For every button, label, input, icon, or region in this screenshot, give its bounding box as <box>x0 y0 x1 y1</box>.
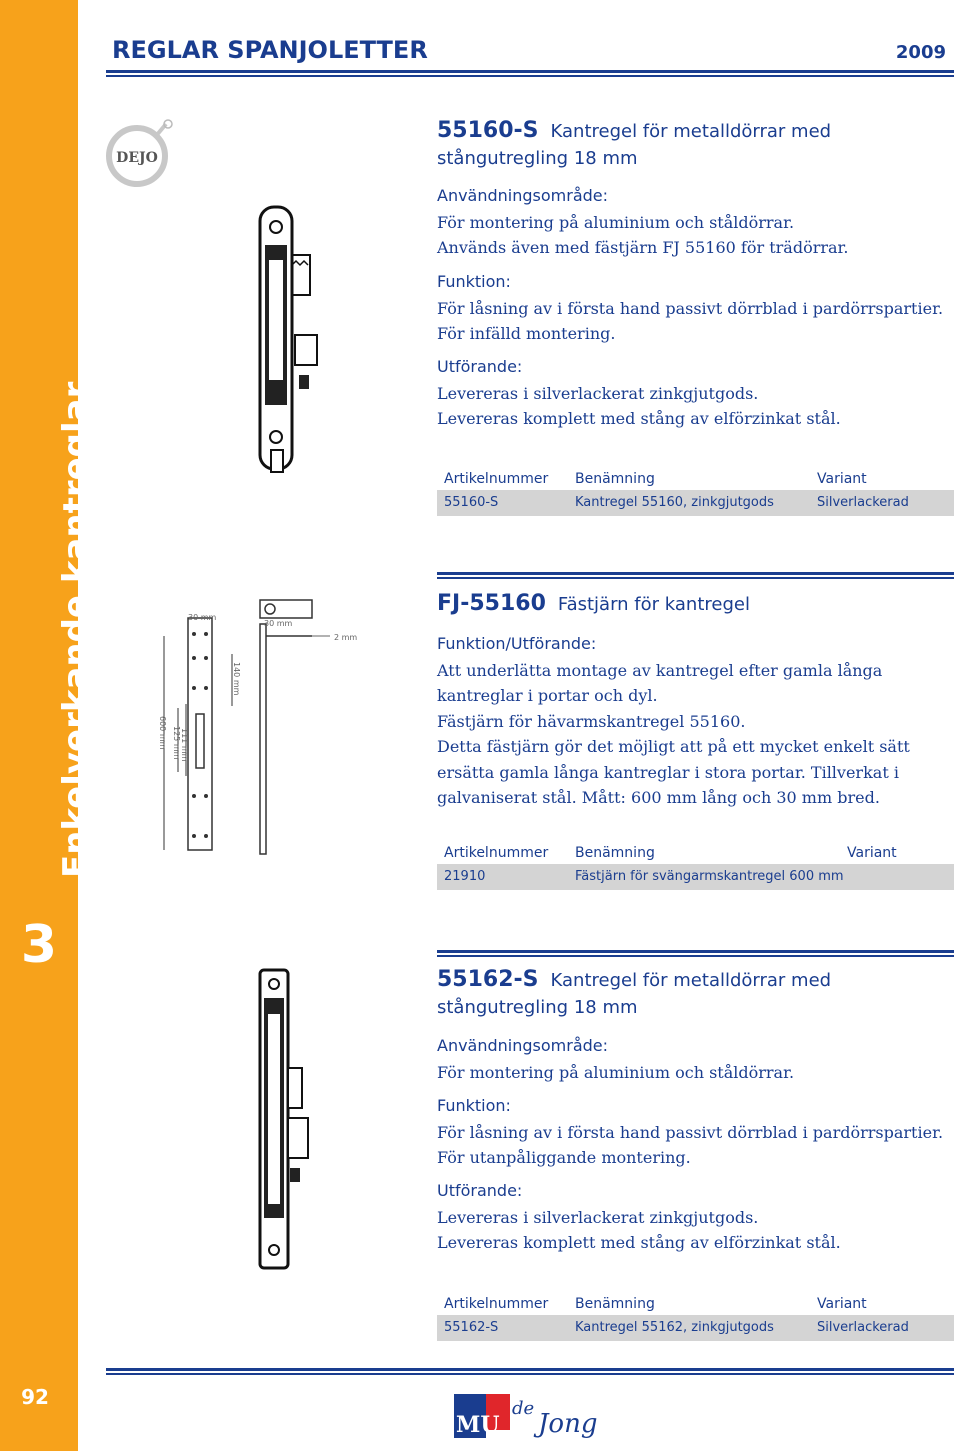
design-line: Levereras i silverlackerat zinkgjutgods. <box>437 384 759 403</box>
chapter-number: 3 <box>20 915 58 975</box>
description-line: kantreglar i portar och dyl. <box>437 686 658 705</box>
dim-thickness: 2 mm <box>334 633 358 642</box>
mudejong-logo-jong: Jong <box>538 1409 598 1439</box>
table-header <box>437 466 954 490</box>
cell-article: 55162-S <box>444 1320 499 1335</box>
cell-name: Kantregel 55162, zinkgjutgods <box>575 1320 774 1335</box>
cell-name: Kantregel 55160, zinkgjutgods <box>575 495 774 510</box>
mudejong-logo-de: de <box>512 1398 535 1419</box>
col-article: Artikelnummer <box>444 1296 549 1312</box>
product-title-fj55160 <box>437 590 750 618</box>
col-variant: Variant <box>817 1296 867 1312</box>
section-title: Enkelverkande kantreglar <box>56 381 96 878</box>
function-line: För låsning av i första hand passivt dörrblad i pardörrspartier. <box>437 299 944 318</box>
kantregel-55162-drawing <box>250 968 320 1282</box>
footer-rule <box>106 1368 954 1375</box>
col-name: Benämning <box>575 471 655 487</box>
usage-heading: Användningsområde: <box>437 186 609 205</box>
product-name-line2: stångutregling 18 mm <box>437 997 638 1018</box>
usage-heading: Användningsområde: <box>437 1036 609 1055</box>
product-name: Fästjärn för kantregel <box>557 594 750 615</box>
cell-variant: Silverlackerad <box>817 495 909 510</box>
page-year: 2009 <box>895 42 946 63</box>
function-line: För utanpåliggande montering. <box>437 1148 691 1167</box>
page-number: 92 <box>21 1385 49 1409</box>
description-line: Att underlätta montage av kantregel efter gamla långa <box>437 661 883 680</box>
function-line: För låsning av i första hand passivt dörrblad i pardörrspartier. <box>437 1123 944 1142</box>
table-row <box>437 490 954 516</box>
product-title-55160 <box>437 117 831 172</box>
design-heading: Utförande: <box>437 357 523 376</box>
dim-width-top: 30 mm <box>188 613 217 622</box>
dejo-logo <box>104 118 174 192</box>
product-name-line2: stångutregling 18 mm <box>437 148 638 169</box>
dim-h4: 600 mm <box>158 716 167 750</box>
description-line: Fästjärn för hävarmskantregel 55160. <box>437 712 746 731</box>
description-line: ersätta gamla långa kantreglar i stora portar. Tillverkat i <box>437 763 899 782</box>
design-heading: Utförande: <box>437 1181 523 1200</box>
table-header <box>437 840 954 864</box>
product-code: 55160-S <box>437 118 539 143</box>
design-line: Levereras komplett med stång av elförzinkat stål. <box>437 409 841 428</box>
function-design-heading: Funktion/Utförande: <box>437 634 597 653</box>
dim-h1: 140 mm <box>232 662 241 696</box>
product-name: Kantregel för metalldörrar med <box>550 121 832 142</box>
col-variant: Variant <box>817 471 867 487</box>
function-line: För infälld montering. <box>437 324 616 343</box>
description-line: Detta fästjärn gör det möjligt att på ett mycket enkelt sätt <box>437 737 910 756</box>
usage-line: För montering på aluminium och ståldörrar. <box>437 1063 795 1082</box>
product-title-55162 <box>437 966 831 1021</box>
product-name: Kantregel för metalldörrar med <box>550 970 832 991</box>
col-name: Benämning <box>575 845 655 861</box>
page-title: REGLAR SPANJOLETTER <box>112 36 428 64</box>
dim-h2: 111 mm <box>180 728 189 762</box>
usage-line: För montering på aluminium och ståldörrar. <box>437 213 795 232</box>
col-variant: Variant <box>847 845 897 861</box>
cell-variant: Silverlackerad <box>817 1320 909 1335</box>
cell-article: 21910 <box>444 869 486 884</box>
table-header <box>437 1291 954 1315</box>
kantregel-55160-drawing <box>255 205 325 479</box>
table-row <box>437 1315 954 1341</box>
cell-article: 55160-S <box>444 495 499 510</box>
section-rule <box>437 572 954 579</box>
table-row <box>437 864 954 890</box>
usage-line: Används även med fästjärn FJ 55160 för trädörrar. <box>437 238 849 257</box>
dejo-logo-text: DEJO <box>116 150 158 166</box>
section-rule <box>437 950 954 957</box>
product-code: FJ-55160 <box>437 591 546 616</box>
col-name: Benämning <box>575 1296 655 1312</box>
product-code: 55162-S <box>437 967 539 992</box>
col-article: Artikelnummer <box>444 845 549 861</box>
description-line: galvaniserat stål. Mått: 600 mm lång och 30 mm bred. <box>437 788 880 807</box>
mudejong-logo-mu: MU <box>456 1412 500 1438</box>
function-heading: Funktion: <box>437 1096 511 1115</box>
sidebar <box>0 0 96 1451</box>
mudejong-logo <box>454 1392 614 1446</box>
dim-width-side: 30 mm <box>264 619 293 628</box>
col-article: Artikelnummer <box>444 471 549 487</box>
dim-h3: 125 mm <box>172 726 181 760</box>
design-line: Levereras i silverlackerat zinkgjutgods. <box>437 1208 759 1227</box>
cell-name: Fästjärn för svängarmskantregel 600 mm <box>575 869 844 884</box>
fastjarn-drawing <box>150 596 370 862</box>
design-line: Levereras komplett med stång av elförzinkat stål. <box>437 1233 841 1252</box>
header-rule <box>106 70 954 77</box>
function-heading: Funktion: <box>437 272 511 291</box>
